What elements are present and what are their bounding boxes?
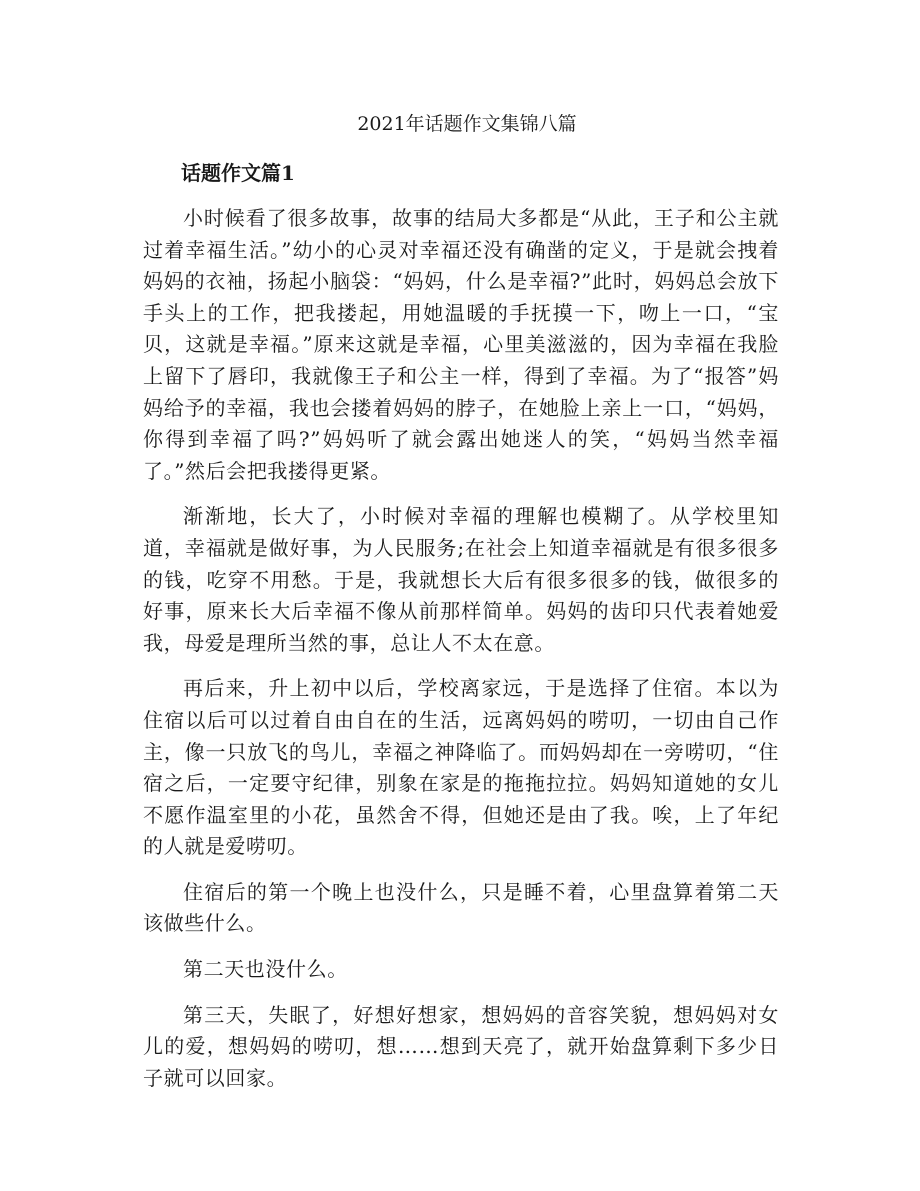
paragraph-6: 第三天，失眠了，好想好想家，想妈妈的音容笑貌，想妈妈对女儿的爱，想妈妈的唠叨，想……想到天亮了，就开始盘算剩下多少日子就可以回家。 [143,1002,779,1090]
section-heading: 话题作文篇1 [181,161,295,185]
paragraph-3: 再后来，升上初中以后，学校离家远，于是选择了住宿。本以为住宿以后可以过着自由自在的生活，远离妈妈的唠叨，一切由自己作主，像一只放飞的鸟儿，幸福之神降临了。而妈妈却在一旁唠叨，“住宿之后，一定要守纪律，别象在家是的拖拖拉拉。妈妈知道她的女儿不愿作温室里的小花，虽然舍不得，但她还是由了我。唉，上了年纪的人就是爱唠叨。 [143,676,779,859]
paragraph-1: 小时候看了很多故事，故事的结局大多都是“从此，王子和公主就过着幸福生活。”幼小的心灵对幸福还没有确凿的定义，于是就会拽着妈妈的衣袖，扬起小脑袋：“妈妈，什么是幸福?”此时，妈妈总会放下手头上的工作，把我搂起，用她温暖的手抚摸一下，吻上一口，“宝贝，这就是幸福。”原来这就是幸福，心里美滋滋的，因为幸福在我脸上留下了唇印，我就像王子和公主一样，得到了幸福。为了“报答”妈妈给予的幸福，我也会搂着妈妈的脖子，在她脸上亲上一口，“妈妈，你得到幸福了吗?”妈妈听了就会露出她迷人的笑，“妈妈当然幸福了。”然后会把我搂得更紧。 [143,206,779,483]
body-text [143,203,779,1108]
paragraph-2: 渐渐地，长大了，小时候对幸福的理解也模糊了。从学校里知道，幸福就是做好事，为人民服务;在社会上知道幸福就是有很多很多的钱，吃穿不用愁。于是，我就想长大后有很多很多的钱，做很多的好事，原来长大后幸福不像从前那样简单。妈妈的齿印只代表着她爱我，母爱是理所当然的事，总让人不太在意。 [143,504,779,655]
document-title: 2021年话题作文集锦八篇 [357,113,577,135]
paragraph-4: 住宿后的第一个晚上也没什么，只是睡不着，心里盘算着第二天该做些什么。 [143,879,779,936]
paragraph-5: 第二天也没什么。 [183,957,348,982]
